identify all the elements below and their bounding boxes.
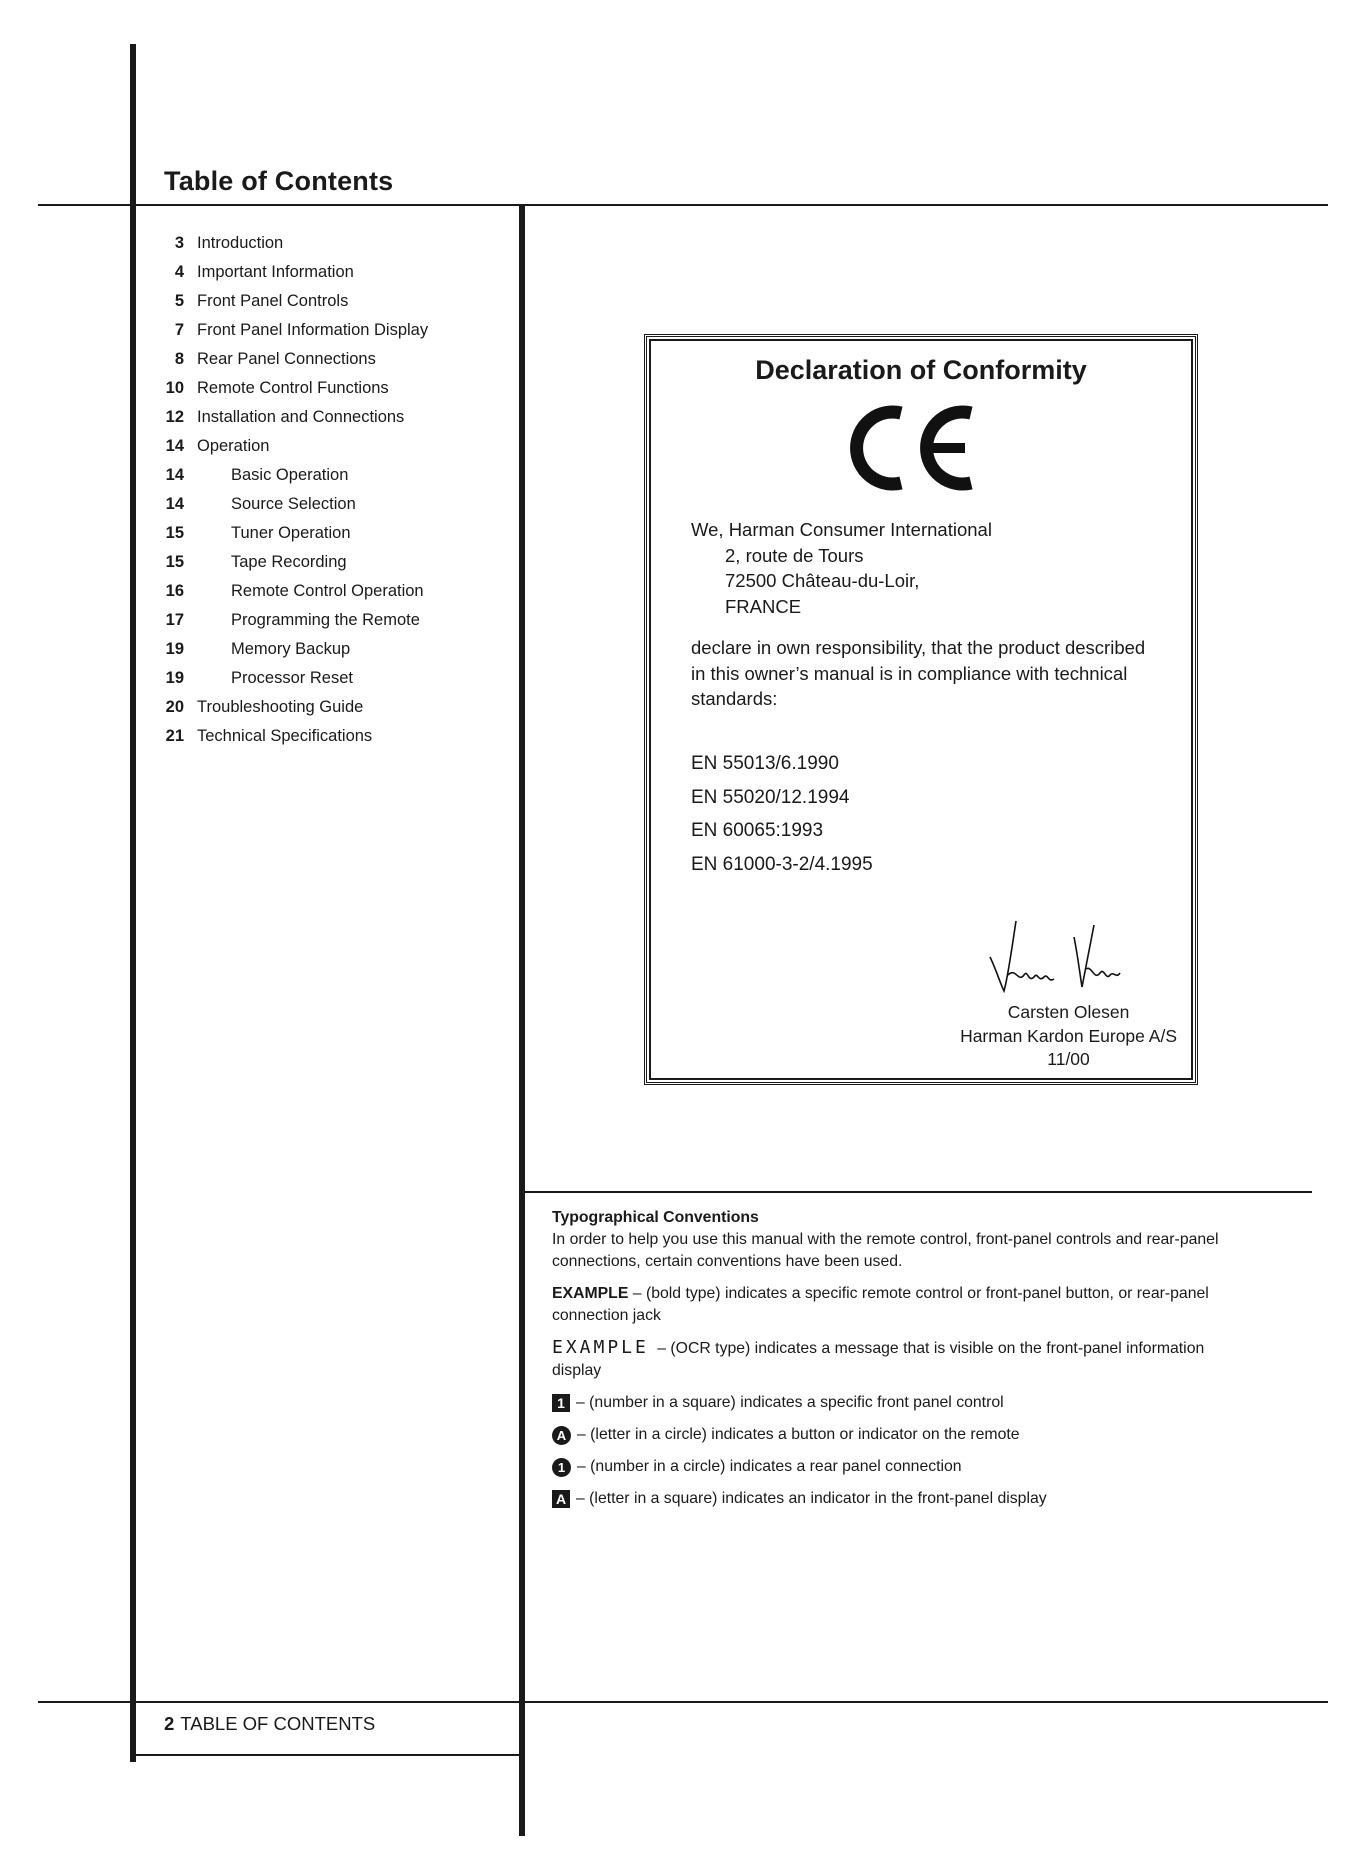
toc-label: Troubleshooting Guide bbox=[197, 698, 364, 716]
toc-label: Tuner Operation bbox=[231, 524, 351, 542]
letter-square-icon: A bbox=[552, 1490, 570, 1508]
toc-subitem[interactable] bbox=[152, 495, 512, 524]
toc-page-number: 7 bbox=[174, 321, 184, 339]
toc-subitem[interactable] bbox=[152, 524, 512, 553]
toc-label: Remote Control Functions bbox=[197, 379, 389, 397]
convention-row bbox=[552, 1456, 1252, 1478]
toc-subitem[interactable] bbox=[152, 611, 512, 640]
toc-item[interactable] bbox=[152, 379, 512, 408]
toc-item[interactable] bbox=[152, 292, 512, 321]
toc-list bbox=[152, 234, 512, 756]
toc-item[interactable] bbox=[152, 698, 512, 727]
toc-item[interactable] bbox=[152, 437, 512, 466]
toc-label: Processor Reset bbox=[231, 669, 353, 687]
signatory-name: Carsten Olesen bbox=[1007, 1002, 1130, 1022]
bold-convention bbox=[552, 1283, 1252, 1327]
ocr-example-term: EXAMPLE bbox=[552, 1337, 649, 1358]
manufacturer-address bbox=[691, 517, 992, 619]
toc-label: Remote Control Operation bbox=[231, 582, 424, 600]
toc-page-number: 12 bbox=[165, 408, 184, 426]
number-circle-icon: 1 bbox=[552, 1458, 571, 1477]
toc-label: Memory Backup bbox=[231, 640, 351, 658]
toc-label: Front Panel Information Display bbox=[197, 321, 429, 339]
address-line: We, Harman Consumer International bbox=[691, 519, 992, 540]
number-square-icon: 1 bbox=[552, 1394, 570, 1412]
convention-desc: – (letter in a circle) indicates a button or indicator on the remote bbox=[577, 1426, 1020, 1443]
toc-page-number: 8 bbox=[174, 350, 184, 368]
toc-item[interactable] bbox=[152, 263, 512, 292]
toc-page-number: 19 bbox=[165, 640, 184, 658]
toc-page-number: 4 bbox=[174, 263, 184, 281]
page-footer bbox=[164, 1713, 375, 1735]
convention-desc: – (number in a circle) indicates a rear panel connection bbox=[577, 1458, 962, 1475]
convention-desc: – (letter in a square) indicates an indicator in the front-panel display bbox=[576, 1490, 1047, 1507]
standard-item: EN 55013/6.1990 bbox=[691, 753, 839, 774]
typographical-conventions bbox=[552, 1207, 1252, 1510]
section-rule bbox=[525, 1191, 1312, 1193]
toc-label: Introduction bbox=[197, 234, 284, 252]
toc-page-number: 17 bbox=[165, 611, 184, 629]
toc-page-number: 21 bbox=[165, 727, 184, 745]
signatory-date: 11/00 bbox=[1047, 1049, 1090, 1069]
toc-page-number: 15 bbox=[165, 553, 184, 571]
page-title: Table of Contents bbox=[164, 166, 394, 196]
left-margin-bar bbox=[130, 44, 136, 1762]
column-divider bbox=[519, 206, 525, 1836]
bold-example-desc: – (bold type) indicates a specific remote control or front-panel button, or rear-panel connection jack bbox=[552, 1285, 1209, 1324]
declaration-box bbox=[644, 334, 1198, 1085]
toc-label: Tape Recording bbox=[231, 553, 347, 571]
toc-page-number: 20 bbox=[165, 698, 184, 716]
standards-list bbox=[691, 747, 873, 881]
toc-page-number: 15 bbox=[165, 524, 184, 542]
toc-label: Installation and Connections bbox=[197, 408, 405, 426]
toc-page-number: 10 bbox=[165, 379, 184, 397]
toc-page-number: 14 bbox=[165, 466, 184, 484]
toc-page-number: 5 bbox=[174, 292, 184, 310]
bold-example-term: EXAMPLE bbox=[552, 1285, 629, 1302]
toc-page-number: 16 bbox=[165, 582, 184, 600]
signature-image bbox=[982, 917, 1122, 997]
toc-subitem[interactable] bbox=[152, 669, 512, 698]
toc-page-number: 14 bbox=[165, 437, 184, 455]
ocr-convention bbox=[552, 1337, 1252, 1382]
toc-item[interactable] bbox=[152, 408, 512, 437]
convention-row bbox=[552, 1488, 1252, 1510]
convention-row bbox=[552, 1424, 1252, 1446]
toc-subitem[interactable] bbox=[152, 640, 512, 669]
toc-label: Source Selection bbox=[231, 495, 356, 513]
footer-page-number: 2 bbox=[164, 1713, 175, 1734]
toc-subitem[interactable] bbox=[152, 553, 512, 582]
declaration-statement: declare in own responsibility, that the product described in this owner’s manual is in compliance with technical standards: bbox=[691, 637, 1146, 709]
toc-item[interactable] bbox=[152, 727, 512, 756]
header-rule bbox=[38, 204, 1328, 206]
toc-page-number: 19 bbox=[165, 669, 184, 687]
standard-item: EN 61000-3-2/4.1995 bbox=[691, 853, 873, 875]
toc-item[interactable] bbox=[152, 350, 512, 379]
toc-label: Basic Operation bbox=[231, 466, 349, 484]
signatory-company: Harman Kardon Europe A/S bbox=[960, 1025, 1177, 1046]
toc-label: Important Information bbox=[197, 263, 354, 281]
toc-subitem[interactable] bbox=[152, 466, 512, 495]
toc-item[interactable] bbox=[152, 321, 512, 350]
standard-item: EN 55020/12.1994 bbox=[691, 786, 850, 808]
ce-mark-icon bbox=[843, 399, 983, 497]
standard-item: EN 60065:1993 bbox=[691, 820, 824, 841]
declaration-title: Declaration of Conformity bbox=[755, 355, 1087, 385]
ocr-example-desc: – (OCR type) indicates a message that is visible on the front-panel information display bbox=[552, 1340, 1205, 1379]
signatory-block bbox=[960, 1001, 1177, 1072]
intro-text: In order to help you use this manual with the remote control, front-panel controls and rear-panel connections, certain conventions have been used. bbox=[552, 1231, 1219, 1270]
address-line: 2, route de Tours bbox=[725, 544, 864, 566]
toc-label: Front Panel Controls bbox=[197, 292, 349, 310]
footer-bottom-rule bbox=[130, 1754, 525, 1756]
toc-label: Rear Panel Connections bbox=[197, 350, 376, 368]
footer-section: TABLE OF CONTENTS bbox=[180, 1713, 376, 1734]
toc-label: Programming the Remote bbox=[231, 611, 420, 629]
toc-label: Operation bbox=[197, 437, 270, 455]
section-heading: Typographical Conventions bbox=[552, 1209, 759, 1226]
toc-page-number: 14 bbox=[165, 495, 184, 513]
toc-page-number: 3 bbox=[174, 234, 184, 252]
toc-label: Technical Specifications bbox=[197, 727, 373, 745]
address-line: FRANCE bbox=[725, 595, 802, 617]
toc-subitem[interactable] bbox=[152, 582, 512, 611]
footer-rule bbox=[38, 1701, 1328, 1703]
toc-item[interactable] bbox=[152, 234, 512, 263]
address-line: 72500 Château-du-Loir, bbox=[725, 570, 920, 591]
convention-desc: – (number in a square) indicates a specific front panel control bbox=[576, 1394, 1004, 1411]
letter-circle-icon: A bbox=[552, 1426, 571, 1445]
convention-row bbox=[552, 1392, 1252, 1414]
